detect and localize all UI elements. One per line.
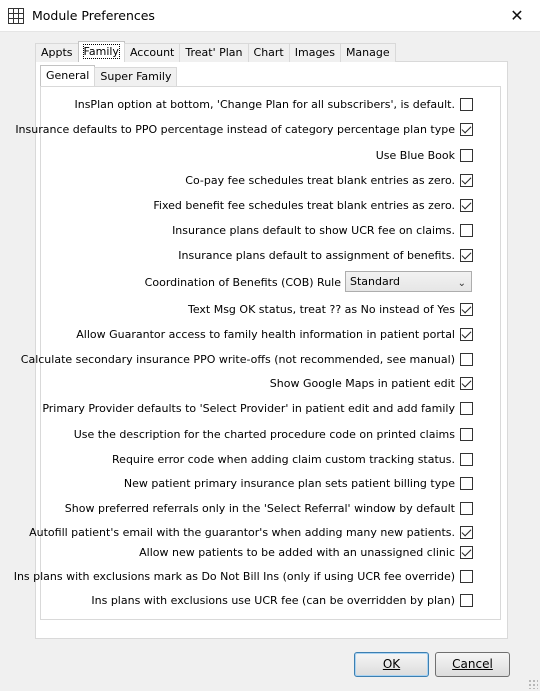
setting-label: Autofill patient's email with the guarantor's when adding many new patients. — [29, 525, 455, 539]
cancel-button-label: Cancel — [452, 657, 493, 671]
setting-row[interactable] — [0, 400, 473, 416]
setting-row[interactable] — [0, 524, 473, 540]
setting-label: New patient primary insurance plan sets patient billing type — [123, 476, 455, 490]
setting-checkbox[interactable] — [460, 477, 473, 490]
ok-button-label: OK — [382, 657, 401, 671]
setting-row[interactable] — [0, 568, 473, 584]
setting-checkbox[interactable] — [460, 174, 473, 187]
subtab-label: Super Family — [100, 70, 172, 83]
tab-chart[interactable] — [248, 43, 290, 62]
setting-label: Insurance plans default to assignment of benefits. — [178, 248, 455, 262]
tab-label: Appts — [41, 46, 73, 59]
setting-label: Fixed benefit fee schedules treat blank entries as zero. — [153, 198, 455, 212]
setting-row[interactable] — [0, 451, 473, 467]
setting-label: Ins plans with exclusions use UCR fee (can be overridden by plan) — [91, 593, 455, 607]
setting-checkbox[interactable] — [460, 123, 473, 136]
setting-checkbox[interactable] — [460, 98, 473, 111]
window-title: Module Preferences — [32, 8, 155, 23]
subtab-label: General — [46, 69, 90, 82]
setting-row[interactable] — [0, 172, 473, 188]
setting-checkbox[interactable] — [460, 428, 473, 441]
setting-checkbox[interactable] — [460, 224, 473, 237]
setting-row[interactable] — [0, 222, 473, 238]
setting-checkbox[interactable] — [460, 303, 473, 316]
setting-label: Calculate secondary insurance PPO write-offs (not recommended, see manual) — [20, 352, 455, 366]
ok-button[interactable] — [354, 652, 429, 677]
setting-checkbox[interactable] — [460, 570, 473, 583]
tab-appts[interactable] — [35, 43, 79, 62]
setting-label: Co-pay fee schedules treat blank entries as zero. — [185, 173, 455, 187]
setting-label: Insurance plans default to show UCR fee on claims. — [172, 223, 455, 237]
setting-label: Primary Provider defaults to 'Select Provider' in patient edit and add family — [42, 401, 455, 415]
tab-label: Account — [129, 46, 175, 59]
close-button[interactable]: ✕ — [510, 6, 524, 25]
setting-checkbox[interactable] — [460, 502, 473, 515]
setting-row[interactable] — [0, 592, 473, 608]
cob-label: Coordination of Benefits (COB) Rule — [144, 276, 341, 289]
setting-label: Show preferred referrals only in the 'Select Referral' window by default — [64, 501, 455, 515]
setting-label: Use the description for the charted procedure code on printed claims — [73, 427, 455, 441]
setting-label: Require error code when adding claim custom tracking status. — [112, 452, 455, 466]
tab-manage[interactable] — [340, 43, 396, 62]
setting-label: Insurance defaults to PPO percentage instead of category percentage plan type — [15, 122, 455, 136]
setting-checkbox[interactable] — [460, 353, 473, 366]
setting-row[interactable] — [0, 326, 473, 342]
setting-label: InsPlan option at bottom, 'Change Plan for all subscribers', is default. — [74, 97, 455, 111]
setting-checkbox[interactable] — [460, 199, 473, 212]
resize-grip-icon[interactable] — [528, 679, 538, 689]
setting-row[interactable] — [0, 247, 473, 263]
setting-checkbox[interactable] — [460, 402, 473, 415]
setting-row[interactable] — [0, 197, 473, 213]
setting-checkbox[interactable] — [460, 149, 473, 162]
setting-row[interactable] — [0, 426, 473, 442]
setting-checkbox[interactable] — [460, 453, 473, 466]
setting-row[interactable] — [0, 544, 473, 560]
setting-label: Show Google Maps in patient edit — [269, 376, 455, 390]
setting-row[interactable] — [0, 96, 473, 112]
setting-row[interactable] — [0, 500, 473, 516]
setting-row[interactable] — [0, 301, 473, 317]
inner-tab-strip — [40, 67, 176, 86]
setting-checkbox[interactable] — [460, 249, 473, 262]
setting-checkbox[interactable] — [460, 377, 473, 390]
tab-label: Treat' Plan — [185, 46, 243, 59]
tab-images[interactable] — [289, 43, 341, 62]
setting-row[interactable] — [0, 147, 473, 163]
tab-account[interactable] — [124, 43, 180, 62]
subtab-general[interactable] — [40, 65, 95, 86]
tab-family[interactable] — [78, 41, 125, 62]
tab-label: Images — [294, 46, 335, 59]
cob-rule-select[interactable] — [345, 271, 472, 292]
tab-label: Chart — [253, 46, 284, 59]
setting-checkbox[interactable] — [460, 328, 473, 341]
subtab-super-family[interactable] — [94, 67, 177, 86]
setting-label: Allow new patients to be added with an unassigned clinic — [139, 545, 455, 559]
tab-label: Family — [83, 45, 119, 58]
setting-label: Ins plans with exclusions mark as Do Not Bill Ins (only if using UCR fee override) — [13, 569, 455, 583]
setting-checkbox[interactable] — [460, 526, 473, 539]
grid-icon — [8, 8, 24, 24]
outer-tab-strip — [35, 43, 395, 62]
setting-row[interactable] — [0, 121, 473, 137]
tab-label: Manage — [345, 46, 390, 59]
cob-rule-value: Standard — [350, 275, 401, 288]
setting-label: Text Msg OK status, treat ?? as No instead of Yes — [187, 302, 455, 316]
title-bar — [0, 0, 540, 32]
cancel-button[interactable] — [435, 652, 510, 677]
chevron-down-icon: ⌄ — [457, 278, 466, 289]
setting-label: Allow Guarantor access to family health information in patient portal — [76, 327, 455, 341]
setting-row[interactable] — [0, 375, 473, 391]
setting-checkbox[interactable] — [460, 594, 473, 607]
setting-row[interactable] — [0, 475, 473, 491]
setting-row[interactable] — [0, 351, 473, 367]
setting-label: Use Blue Book — [375, 148, 455, 162]
setting-checkbox[interactable] — [460, 546, 473, 559]
tab-treat-plan[interactable] — [179, 43, 248, 62]
